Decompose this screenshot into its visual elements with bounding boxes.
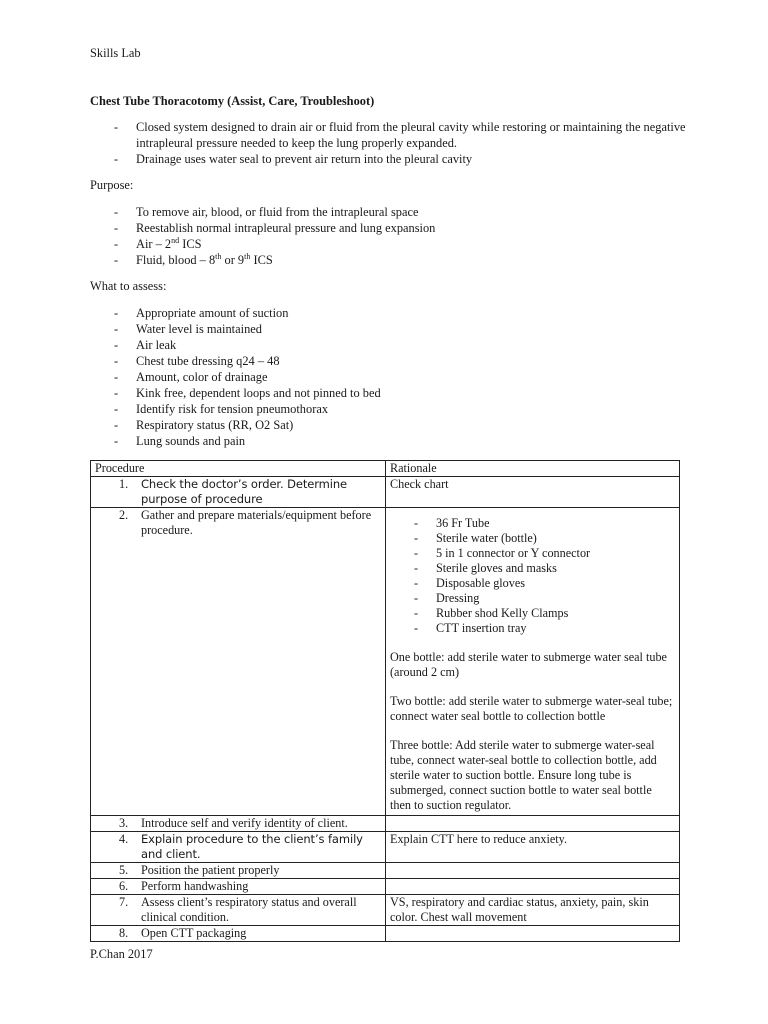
procedure-text: Explain procedure to the client’s family and client. xyxy=(141,832,363,861)
table-row xyxy=(91,477,680,508)
step-number: 3. xyxy=(119,816,129,830)
list-item: - Fluid, blood – 8th or 9th ICS xyxy=(114,251,273,267)
table-row xyxy=(91,879,680,895)
step-number: 6. xyxy=(119,879,129,893)
list-item: - Water level is maintained xyxy=(114,322,262,336)
list-item: - Drainage uses water seal to prevent air return into the pleural cavity xyxy=(114,152,473,166)
table-row xyxy=(91,508,680,816)
rationale-cell xyxy=(386,508,680,816)
procedure-table xyxy=(90,460,680,942)
page-footer: P.Chan 2017 xyxy=(90,947,153,961)
intro-list xyxy=(90,119,690,167)
list-item: - 36 Fr Tube xyxy=(414,516,490,530)
list-item: - Respiratory status (RR, O2 Sat) xyxy=(114,418,294,432)
procedure-text: Introduce self and verify identity of client. xyxy=(141,816,348,830)
rationale-text: Check chart xyxy=(386,477,680,508)
purpose-list xyxy=(90,204,690,268)
purpose-label: Purpose: xyxy=(90,178,134,192)
assess-list xyxy=(90,305,690,449)
list-item: - Lung sounds and pain xyxy=(114,434,246,448)
list-item: - CTT insertion tray xyxy=(414,621,527,635)
list-item: - Sterile water (bottle) xyxy=(414,531,537,545)
table-row xyxy=(91,895,680,926)
step-number: 1. xyxy=(119,477,129,491)
page-header: Skills Lab xyxy=(90,46,141,60)
rationale-text xyxy=(386,863,680,879)
list-item: - Appropriate amount of suction xyxy=(114,306,289,320)
two-bottle-note: Two bottle: add sterile water to submerge water-seal tube; connect water seal bottle to collection bottle xyxy=(390,694,673,723)
one-bottle-note: One bottle: add sterile water to submerge water seal tube (around 2 cm) xyxy=(390,650,667,679)
procedure-text: Open CTT packaging xyxy=(141,926,247,940)
list-item: - Closed system designed to drain air or fluid from the pleural cavity while restoring or maintaining the negative intrapleural pressure needed to keep the lung properly expanded. xyxy=(114,120,686,150)
list-item: - Dressing xyxy=(414,591,480,605)
step-number: 4. xyxy=(119,832,129,846)
materials-list xyxy=(390,516,675,636)
list-item: - To remove air, blood, or fluid from the intrapleural space xyxy=(114,205,419,219)
list-item: - Reestablish normal intrapleural pressure and lung expansion xyxy=(114,221,436,235)
document-title: Chest Tube Thoracotomy (Assist, Care, Troubleshoot) xyxy=(90,94,375,108)
rationale-text: VS, respiratory and cardiac status, anxiety, pain, skin color. Chest wall movement xyxy=(386,895,680,926)
procedure-header: Procedure xyxy=(91,461,386,477)
rationale-header: Rationale xyxy=(386,461,680,477)
table-row xyxy=(91,816,680,832)
procedure-text: Assess client’s respiratory status and overall clinical condition. xyxy=(141,895,357,924)
assess-label: What to assess: xyxy=(90,279,167,293)
table-header-row xyxy=(91,461,680,477)
list-item: - Sterile gloves and masks xyxy=(414,561,557,575)
step-number: 7. xyxy=(119,895,129,909)
rationale-text xyxy=(386,879,680,895)
procedure-text: Position the patient properly xyxy=(141,863,280,877)
step-number: 2. xyxy=(119,508,129,522)
list-item: - Air – 2nd ICS xyxy=(114,235,202,251)
list-item: - Amount, color of drainage xyxy=(114,370,268,384)
table-row xyxy=(91,926,680,942)
step-number: 5. xyxy=(119,863,129,877)
list-item: - Disposable gloves xyxy=(414,576,526,590)
rationale-text: Explain CTT here to reduce anxiety. xyxy=(386,832,680,863)
table-row xyxy=(91,832,680,863)
procedure-text: Check the doctor’s order. Determine purpose of procedure xyxy=(141,477,348,506)
list-item: - Kink free, dependent loops and not pinned to bed xyxy=(114,386,381,400)
list-item: - Identify risk for tension pneumothorax xyxy=(114,402,329,416)
table-row xyxy=(91,863,680,879)
three-bottle-note: Three bottle: Add sterile water to submerge water-seal tube, connect water-seal bottle to collection bottle, add sterile water to suction bottle. Ensure long tube is submerged, connect suction bottle to water seal bottle then to suction regulator. xyxy=(390,738,657,812)
procedure-text: Perform handwashing xyxy=(141,879,249,893)
list-item: - Air leak xyxy=(114,338,177,352)
step-number: 8. xyxy=(119,926,129,940)
rationale-text xyxy=(386,926,680,942)
list-item: - Chest tube dressing q24 – 48 xyxy=(114,354,280,368)
list-item: - 5 in 1 connector or Y connector xyxy=(414,546,591,560)
procedure-text: Gather and prepare materials/equipment before procedure. xyxy=(141,508,372,537)
rationale-text xyxy=(386,816,680,832)
list-item: - Rubber shod Kelly Clamps xyxy=(414,606,569,620)
